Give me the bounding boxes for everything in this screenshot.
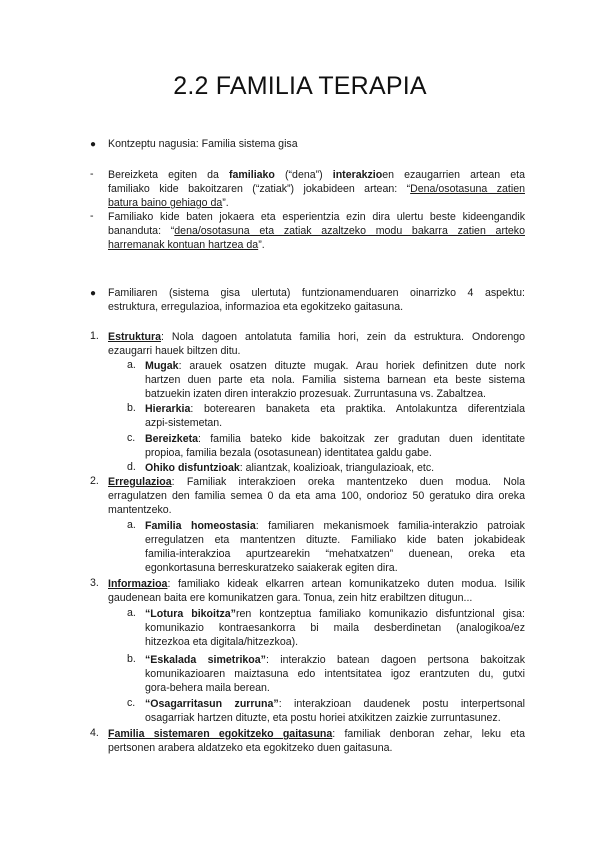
item-4-line-2: pertsonen arabera aldatzeko eta egokitzeko duen gaitasuna.	[108, 742, 393, 754]
item-1-line-2: ezaugarri hauek biltzen ditu.	[108, 345, 241, 357]
sub-2a-line-2: erregulatzen eta mantentzen dituzte. Familiako kide baten jokabideak	[145, 534, 525, 546]
main-concept-line: Kontzeptu nagusia: Familia sistema gisa	[108, 138, 298, 150]
dash-1-line-2: familiako kide bakoitzaren (“zatiak”) jokabideen artean: “Dena/osotasuna zatien	[108, 183, 525, 195]
sub-2a-line-1: Familia homeostasia: familiaren mekanismoek familia-interakzio patroiak	[145, 520, 525, 532]
dash-2-line-3: harremanak kontuan hartzea da”.	[108, 239, 265, 251]
sub-2a-line-3: familia-interakzioa apurtzearekin “mehatxatzen” duenean, oreka eta	[145, 548, 525, 560]
list-number: 1.	[90, 330, 99, 342]
bullet-icon: ●	[90, 288, 97, 299]
sub-letter: a.	[127, 607, 136, 619]
dash-1-line-1: Bereizketa egiten da familiako (“dena”) interakzioen ezaugarrien artean eta	[108, 169, 525, 181]
item-2-line-3: mantentzeko.	[108, 504, 172, 516]
aspects-line-2: estruktura, erregulazioa, informazioa eta egokitzeko gaitasuna.	[108, 301, 404, 313]
sub-letter: a.	[127, 519, 136, 531]
sub-letter: a.	[127, 359, 136, 371]
sub-1a-line-3: batzuekin izaten diren interakzio prozesuak. Zurruntasuna vs. Zabaltzea.	[145, 388, 486, 400]
list-number: 3.	[90, 577, 99, 589]
item-2-line-2: erragulatzen den familia semea 0 da eta ama 100, ondorioz 50 geratuko dira oreka	[108, 490, 525, 502]
sub-1d-line-1: Ohiko disfuntzioak: aliantzak, koalizioak, triangulazioak, etc.	[145, 462, 435, 474]
sub-letter: b.	[127, 402, 136, 414]
sub-2a-line-4: egonkortasuna berreskuratzeko saiakerak egiten dira.	[145, 562, 398, 574]
sub-1c-line-2: propioa, familia bezala (osotasunean) identitatea galdu gabe.	[145, 447, 432, 459]
sub-3c-line-2: osagarriak hartzen dituzte, eta postu horiei atxikitzen zaizkie zurruntasunez.	[145, 712, 501, 724]
sub-3a-line-2: komunikazio kontraesankorra bi maila desberdinetan (analogikoa/ez	[145, 622, 525, 634]
sub-1a-line-1: Mugak: arauek osatzen dituzte mugak. Arau horiek definitzen dute nork	[145, 360, 525, 372]
sub-letter: b.	[127, 653, 136, 665]
sub-3a-line-1: “Lotura bikoitza”ren kontzeptua familiako komunikazio disfuntzional gisa:	[145, 608, 526, 620]
sub-letter: c.	[127, 432, 136, 444]
sub-3a-line-3: hitzezkoa eta digitala/hitzezkoa).	[145, 636, 299, 648]
sub-3b-line-2: komunikazioaren maiztasuna edo intentsitatea igoz erantzuten du, gutxi	[145, 668, 525, 680]
item-3-line-1: Informazioa: familiako kideak elkarren artean komunikatzeko duten modua. Isilik	[108, 578, 525, 590]
item-1-line-1: Estruktura: Nola dagoen antolatuta familia hori, zein da estruktura. Ondorengo	[108, 331, 525, 343]
list-number: 4.	[90, 727, 99, 739]
item-3-line-2: gaudenean baita ere komunikatzen gara. Tonua, zein hitz erabiltzen ditugun...	[108, 592, 473, 604]
sub-3b-line-1: “Eskalada simetrikoa”: interakzio batean dagoen pertsona bakoitzak	[145, 654, 525, 666]
sub-1a-line-2: hartzen duen parte eta nola. Familia sistema barnean eta beste sistema	[145, 374, 525, 386]
dash-2-line-2: bananduta: “dena/osotasuna eta zatiak azaltzeko modu bakarra zatien arteko	[108, 225, 525, 237]
sub-letter: c.	[127, 697, 136, 709]
dash-1-line-3: batura baino gehiago da”.	[108, 197, 229, 209]
sub-1b-line-2: azpi-sistemetan.	[145, 417, 223, 429]
dash-marker: -	[90, 210, 94, 222]
sub-1b-line-1: Hierarkia: boterearen banaketa eta praktika. Antolakuntza diferentziala	[145, 403, 525, 415]
sub-3b-line-3: gora-behera maila berean.	[145, 682, 270, 694]
page-title: 2.2 FAMILIA TERAPIA	[173, 72, 427, 100]
bullet-icon: ●	[90, 139, 97, 150]
dash-2-line-1: Familiako kide baten jokaera eta esperientzia ezin dira ulertu beste kideengandik	[108, 211, 525, 223]
dash-marker: -	[90, 168, 94, 180]
sub-letter: d.	[127, 461, 136, 473]
sub-1c-line-1: Bereizketa: familia bateko kide bakoitzak zer gradutan duen identitate	[145, 433, 525, 445]
aspects-line-1: Familiaren (sistema gisa ulertuta) funtzionamenduaren oinarrizko 4 aspektu:	[108, 287, 525, 299]
item-2-line-1: Erregulazioa: Familiak interakzioen oreka mantentzeko duen modua. Nola	[108, 476, 525, 488]
item-4-line-1: Familia sistemaren egokitzeko gaitasuna: familiak denboran zehar, leku eta	[108, 728, 526, 740]
sub-3c-line-1: “Osagarritasun zurruna”: interakzioan daudenek postu interpertsonal	[145, 698, 526, 710]
list-number: 2.	[90, 475, 99, 487]
